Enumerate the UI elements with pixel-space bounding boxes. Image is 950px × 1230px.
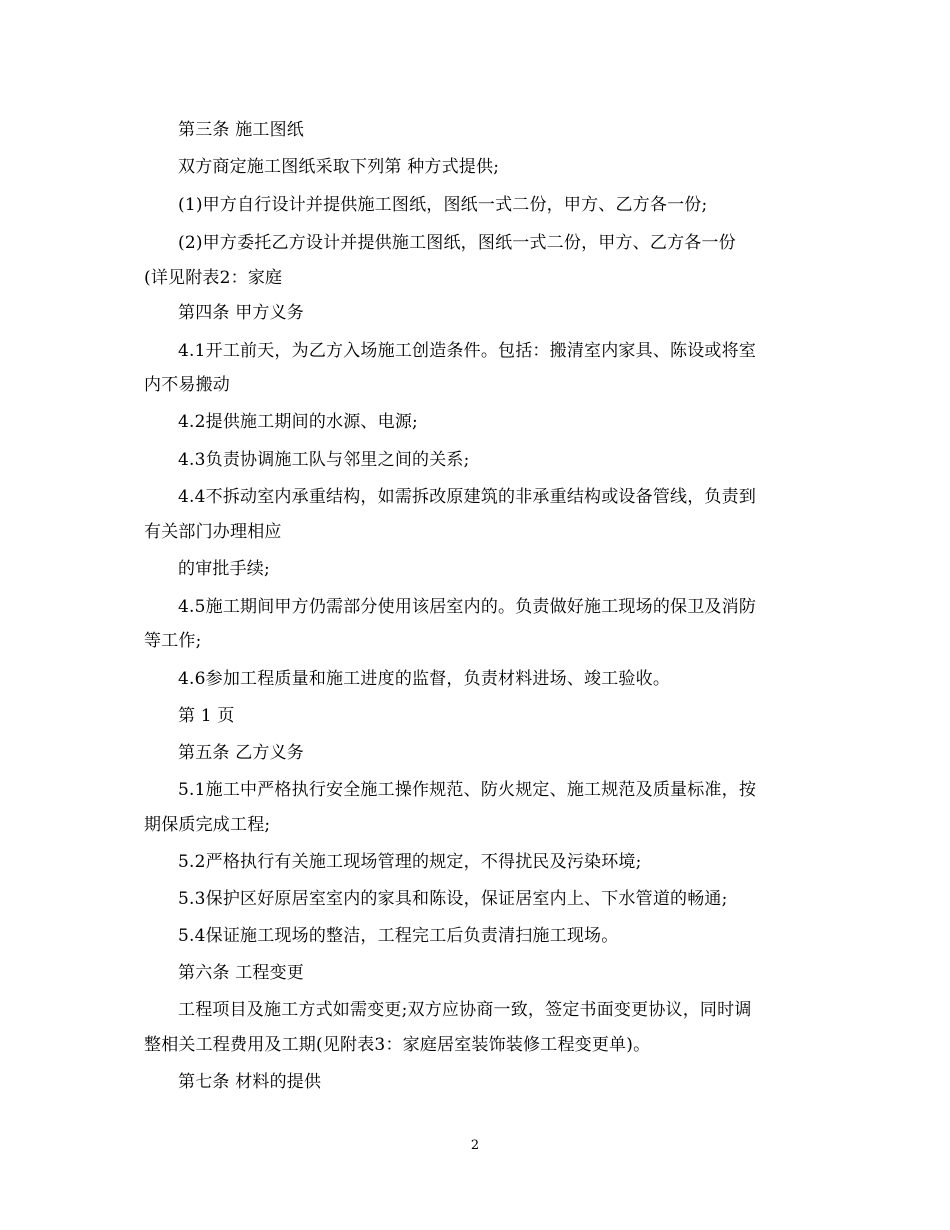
paragraph-line: (2)甲方委托乙方设计并提供施工图纸，图纸一式二份，甲方、乙方各一份 [178, 233, 736, 253]
paragraph-line: 4.5施工期间甲方仍需部分使用该居室内的。负责做好施工现场的保卫及消防 [178, 597, 757, 617]
paragraph-line: 5.2严格执行有关施工现场管理的规定，不得扰民及污染环境; [178, 852, 642, 872]
paragraph-line: (详见附表2：家庭 [144, 268, 283, 288]
paragraph-line: 整相关工程费用及工期(见附表3：家庭居室装饰装修工程变更单)。 [144, 1035, 651, 1055]
paragraph-line: (1)甲方自行设计并提供施工图纸，图纸一式二份，甲方、乙方各一份; [178, 195, 708, 215]
clause-5-heading: 第五条 乙方义务 [178, 743, 305, 763]
paragraph-line: 工程项目及施工方式如需变更;双方应协商一致，签定书面变更协议，同时调 [178, 1000, 752, 1020]
paragraph-line: 5.3保护区好原居室室内的家具和陈设，保证居室内上、下水管道的畅通; [178, 889, 728, 909]
clause-6-heading: 第六条 工程变更 [178, 963, 305, 983]
paragraph-line: 期保质完成工程; [144, 815, 271, 835]
paragraph-line: 有关部门办理相应 [144, 522, 282, 542]
paragraph-line: 双方商定施工图纸采取下列第 种方式提供; [178, 157, 500, 177]
inline-page-marker: 第 1 页 [178, 706, 235, 726]
paragraph-line: 4.2提供施工期间的水源、电源; [178, 412, 418, 432]
paragraph-line: 5.1施工中严格执行安全施工操作规范、防火规定、施工规范及质量标准，按 [178, 780, 757, 800]
page-number: 2 [470, 1138, 480, 1153]
clause-4-heading: 第四条 甲方义务 [178, 303, 305, 323]
clause-7-heading: 第七条 材料的提供 [178, 1072, 322, 1092]
paragraph-line: 等工作; [144, 631, 202, 651]
paragraph-line: 5.4保证施工现场的整洁，工程完工后负责清扫施工现场。 [178, 926, 619, 946]
paragraph-line: 的审批手续; [178, 559, 270, 579]
paragraph-line: 4.6参加工程质量和施工进度的监督，负责材料进场、竣工验收。 [178, 669, 671, 689]
paragraph-line: 4.3负责协调施工队与邻里之间的关系; [178, 450, 470, 470]
paragraph-line: 内不易搬动 [144, 375, 230, 395]
paragraph-line: 4.4不拆动室内承重结构，如需拆改原建筑的非承重结构或设备管线，负责到 [178, 487, 757, 507]
clause-3-heading: 第三条 施工图纸 [178, 120, 305, 140]
paragraph-line: 4.1开工前天，为乙方入场施工创造条件。包括：搬清室内家具、陈设或将室 [178, 341, 757, 361]
